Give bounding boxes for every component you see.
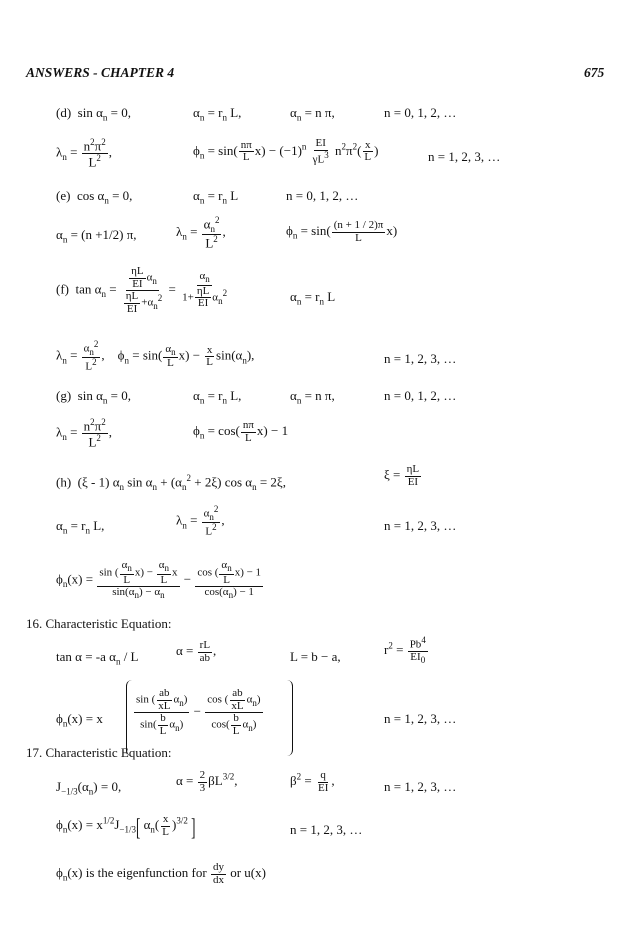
problem-16-r2: $r^2$ = $\frac{Pb^4}{EI_0}$ — [384, 635, 426, 666]
part-d-alpha-rl: $\alpha_n = r_n$ L, — [193, 105, 242, 123]
part-e-lambda: $\lambda_n$ = $\frac{\alpha_n^2}{L^2}$ , — [176, 215, 226, 251]
part-h-range: n = 1, 2, 3, … — [384, 518, 457, 533]
problem-16-phi-lhs: $\phi_n(x) = x$ — [56, 711, 103, 729]
problem-16-range: n = 1, 2, 3, … — [384, 711, 457, 726]
part-h-lambda: $\lambda_n$ = $\frac{\alpha_n^2}{L^2}$ , — [176, 504, 225, 538]
problem-16-eq: tan α = -a $\alpha_n$ / L — [56, 649, 139, 667]
part-f-range: n = 1, 2, 3, … — [384, 351, 457, 366]
problem-16-phi-rhs: sin ( $\frac{ab}{xL}$ $\alpha_n$) sin( $\frac{b}{L}$ $\alpha_n$) − cos ( $\frac{ab}{xL}$ $\alpha_n$) cos( $\frac{b}{L}$ $\alpha_n$) — [136, 687, 261, 737]
part-g-alpha-rl: $\alpha_n = r_n$ L, — [193, 388, 242, 406]
part-d-range2: n = 1, 2, 3, … — [428, 149, 501, 164]
chapter-header: ANSWERS - CHAPTER 4 — [26, 65, 175, 80]
problem-17-title: 17. Characteristic Equation: — [26, 745, 172, 760]
problem-16-alpha: α = $\frac{rL}{ab}$ , — [176, 639, 217, 664]
part-g-alpha-npi: $\alpha_n = n$ π, — [290, 388, 335, 406]
problem-17-range2: n = 1, 2, 3, … — [290, 822, 363, 837]
part-f-tan: (f) $\tan \alpha_n$ = $\frac{\eta L}{EI}$ $\alpha_n$ $\frac{\eta L}{EI}$ $+\alpha_n^2$ = $\alpha_n$ 1+ $\frac{\eta L}{EI}$ $\alpha_n^2$ — [56, 265, 228, 315]
part-g-phi: $\phi_n = \cos$( $\frac{n\pi}{L}$ x) − 1 — [193, 419, 289, 444]
part-d-line1: (d) $\sin \alpha_n = 0$, — [56, 105, 131, 123]
part-f-lambda-phi: $\lambda_n$ = $\frac{\alpha_n^2}{L^2}$ , $\phi_n = \sin$( $\frac{\alpha_n}{L}$ x) − $\frac{x}{L}$ $\sin(\alpha_n)$, — [56, 339, 255, 373]
problem-17-phi: $\phi_n(x) = x^{1/2}J_{-1/3}$[ $\alpha_n$( $\frac{x}{L}$ )$^{3/2}$ ] — [56, 811, 196, 841]
part-d-label: (d) — [56, 105, 72, 120]
page-number: 675 — [584, 65, 605, 80]
part-d-range: n = 0, 1, 2, … — [384, 105, 457, 120]
part-h-label: (h) — [56, 474, 72, 490]
part-e-alpha: $\alpha_n = r_n$ L — [193, 188, 239, 206]
part-g-lambda: $\lambda_n$ = $\frac{n^2\pi^2}{L^2}$ , — [56, 417, 112, 450]
part-h-alpha: $\alpha_n = r_n$ L, — [56, 518, 105, 536]
part-f-alpha: $\alpha_n = r_n$ L — [290, 289, 336, 307]
problem-17-range1: n = 1, 2, 3, … — [384, 779, 457, 794]
part-g-label: (g) — [56, 388, 72, 403]
part-h-equation: (h) (ξ - 1) $\alpha_n$ $\sin \alpha_n + (\alpha_n^2 + 2\xi)$ $\cos \alpha_n = 2\xi$, — [56, 473, 286, 492]
part-e-alpha-def: $\alpha_n = (n +1/2)$ π, — [56, 227, 137, 245]
part-e-label: (e) — [56, 188, 71, 203]
problem-17-alpha: α = $\frac{2}{3}$ $\beta L^{3/2}$, — [176, 769, 238, 794]
problem-17-note: $\phi_n(x)$ is the eigenfunction for $\frac{dy}{dx}$ or u(x) — [56, 861, 266, 886]
part-e-range: n = 0, 1, 2, … — [286, 188, 359, 203]
part-e-phi: $\phi_n = \sin$( $\frac{(n + 1 / 2)\pi}{L}$ x) — [286, 219, 398, 244]
part-h-xi: ξ = $\frac{\eta L}{EI}$ — [384, 463, 420, 488]
problem-17-beta: $\beta^2$ = $\frac{q}{EI}$ , — [290, 769, 335, 794]
part-g-range: n = 0, 1, 2, … — [384, 388, 457, 403]
part-d-phi: $\phi_n = \sin$( $\frac{n\pi}{L}$ $x) - (-1)^n$ $\frac{EI}{\gamma L^3}$ $n^2\pi^2$( $\frac{x}{L}$ ) — [193, 137, 379, 166]
part-d-alpha-npi: $\alpha_n = n$ π, — [290, 105, 335, 123]
problem-16-title: 16. Characteristic Equation: — [26, 616, 172, 631]
part-d-lambda: $\lambda_n$ = $\frac{n^2\pi^2}{L^2}$ , — [56, 137, 112, 170]
problem-17-bessel: $J_{-1/3}(\alpha_n) = 0$, — [56, 779, 122, 797]
part-f-label: (f) — [56, 281, 69, 297]
problem-16-L: L = b − a, — [290, 649, 341, 664]
part-g-line1: (g) $\sin \alpha_n = 0$, — [56, 388, 131, 406]
part-e-line1: (e) $\cos \alpha_n = 0$, — [56, 188, 133, 206]
part-h-phi: $\phi_n(x)$ = sin ( $\frac{\alpha_n}{L}$ x) − $\frac{\alpha_n}{L}$ x $\sin(\alpha_n) - \alpha_n$ − cos ( $\frac{\alpha_n}{L}$ x) − 1 $\cos(\alpha_n) - 1$ — [56, 559, 262, 601]
